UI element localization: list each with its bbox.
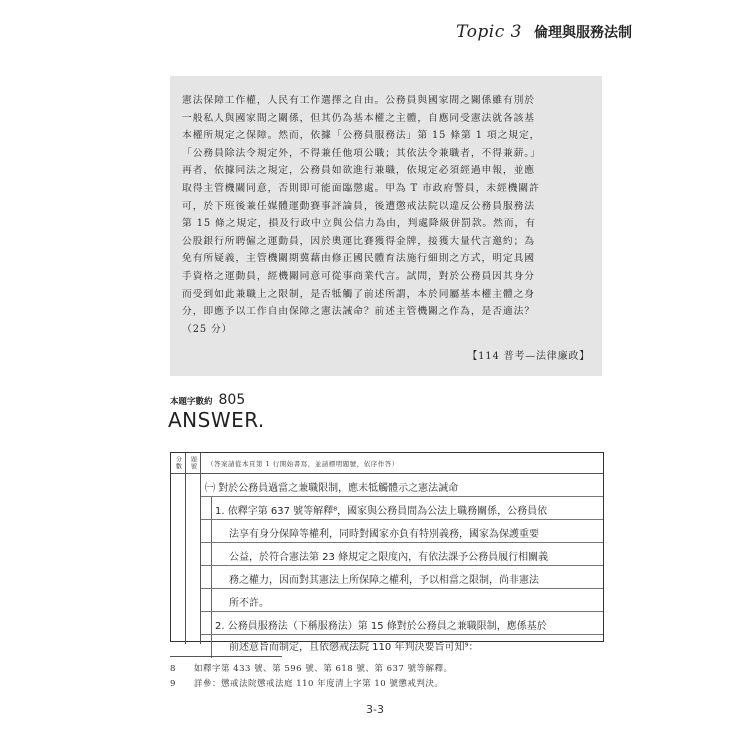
indent-marker bbox=[211, 520, 212, 542]
footnote bbox=[170, 677, 443, 689]
question-source: 【114 普考—法律廉政】 bbox=[467, 351, 590, 362]
question-box bbox=[170, 76, 602, 376]
question-number-column bbox=[186, 474, 201, 644]
indent-marker bbox=[211, 543, 212, 565]
footnote-text: 詳參：懲戒法院懲戒法庭 110 年度清上字第 10 號懲戒判決。 bbox=[194, 679, 444, 689]
indent-marker bbox=[211, 497, 212, 519]
answer-line bbox=[201, 520, 603, 543]
answer-heading: ANSWER. bbox=[168, 408, 265, 432]
question-line: 一般私人與國家間之關係，但其仍為基本權之主體，自應同受憲法就各該基 bbox=[182, 112, 535, 124]
indent-marker bbox=[211, 612, 212, 634]
topic-label: Topic 3 bbox=[456, 22, 522, 42]
footnote-text: 如釋字第 433 號、第 596 號、第 618 號、第 637 號等解釋。 bbox=[194, 664, 453, 674]
indent-marker bbox=[211, 566, 212, 588]
answer-line bbox=[201, 566, 603, 589]
answer-text-line: 前述意旨而制定，且依懲戒法院 110 年判決要旨可知⁹： bbox=[229, 642, 479, 653]
question-line: 而受到如此兼職上之限制，是否牴觸了前述所謂，本於同屬基本權主體之身 bbox=[182, 288, 535, 300]
indent-marker bbox=[211, 589, 212, 611]
question-number-column-header: 題號 bbox=[186, 453, 201, 473]
answer-line bbox=[201, 589, 603, 612]
chapter-title: 倫理與服務法制 bbox=[534, 25, 632, 41]
word-count-value: 805 bbox=[218, 392, 246, 408]
answer-text-line: 所不許。 bbox=[229, 598, 269, 609]
word-count bbox=[170, 392, 245, 408]
footnote bbox=[170, 662, 453, 674]
answer-heading-line: ㈠ 對於公務員過當之兼職限制，應未牴觸體示之憲法誡命 bbox=[205, 483, 459, 494]
answer-sheet-instruction: （答案請從本頁第 1 行開始書寫，並請標明題號，依序作答） bbox=[207, 459, 399, 468]
question-points: （25 分） bbox=[182, 323, 233, 335]
answer-sheet-header bbox=[171, 453, 603, 474]
question-line: 免有所疑義，主管機關期冀藉由修正國民體育法施行細則之方式，明定具國 bbox=[182, 253, 535, 265]
question-line: 分，即應予以工作自由保障之憲法誡命？前述主管機關之作為，是否適法？ bbox=[182, 306, 535, 318]
indent-marker bbox=[211, 635, 212, 658]
question-line: 「公務員除法令規定外，不得兼任他項公職；其依法令兼職者，不得兼薪。」 bbox=[182, 147, 541, 159]
answer-text-line: 1. 依釋字第 637 號等解釋⁸，國家與公務員間為公法上職務關係，公務員依 bbox=[215, 506, 548, 517]
answer-line bbox=[201, 635, 603, 658]
answer-sheet-body bbox=[171, 474, 603, 653]
answer-line bbox=[201, 497, 603, 520]
answer-text-line: 務之權力，因而對其憲法上所保障之權利，予以相當之限制，尚非憲法 bbox=[229, 575, 539, 586]
question-line: 本權所規定之保障。然而，依據「公務員服務法」第 15 條第 1 項之規定， bbox=[182, 130, 541, 142]
page-number: 3-3 bbox=[366, 703, 384, 716]
question-line: 再者，依據同法之規定，公務員如欲進行兼職，依規定必須經過申報，並應 bbox=[182, 165, 535, 177]
question-line: 手資格之運動員，經機關同意可從事商業代言。試問，對於公務員因其身分 bbox=[182, 270, 535, 282]
answer-line bbox=[201, 612, 603, 635]
answer-sheet bbox=[170, 452, 604, 653]
footnote-divider bbox=[170, 656, 282, 657]
answer-text-line: 公益，於符合憲法第 23 條規定之限度內，有依法課予公務員履行相關義 bbox=[229, 552, 549, 563]
page-header bbox=[456, 22, 632, 42]
score-column-header: 分數 bbox=[171, 453, 186, 473]
answer-line bbox=[201, 474, 603, 497]
question-line: 憲法保障工作權，人民有工作選擇之自由。公務員與國家間之關係雖有別於 bbox=[182, 95, 535, 106]
answer-text-line: 2. 公務員服務法（下稱服務法）第 15 條對於公務員之兼職限制，應係基於 bbox=[215, 621, 547, 632]
question-line: 取得主管機關同意，否則即可能面臨懲處。甲為 T 市政府警員，未經機關許 bbox=[182, 182, 540, 194]
word-count-label: 本題字數約 bbox=[170, 397, 213, 407]
footnote-number: 8 bbox=[170, 664, 176, 674]
score-column bbox=[171, 474, 186, 644]
question-line: 可，於下班後兼任媒體運動賽事評論員，後遭懲戒法院以違反公務員服務法 bbox=[182, 200, 535, 212]
question-line: 第 15 條之規定，損及行政中立與公信力為由，判處降級併罰款。然而，有 bbox=[182, 218, 536, 230]
footnote-number: 9 bbox=[170, 679, 176, 689]
question-line: 公股銀行所聘僱之運動員，因於奧運比賽獲得金牌，接獲大量代言邀約；為 bbox=[182, 235, 535, 247]
answer-line bbox=[201, 543, 603, 566]
answer-text-line: 法享有身分保障等權利，同時對國家亦負有特別義務，國家為保護重要 bbox=[229, 529, 539, 540]
